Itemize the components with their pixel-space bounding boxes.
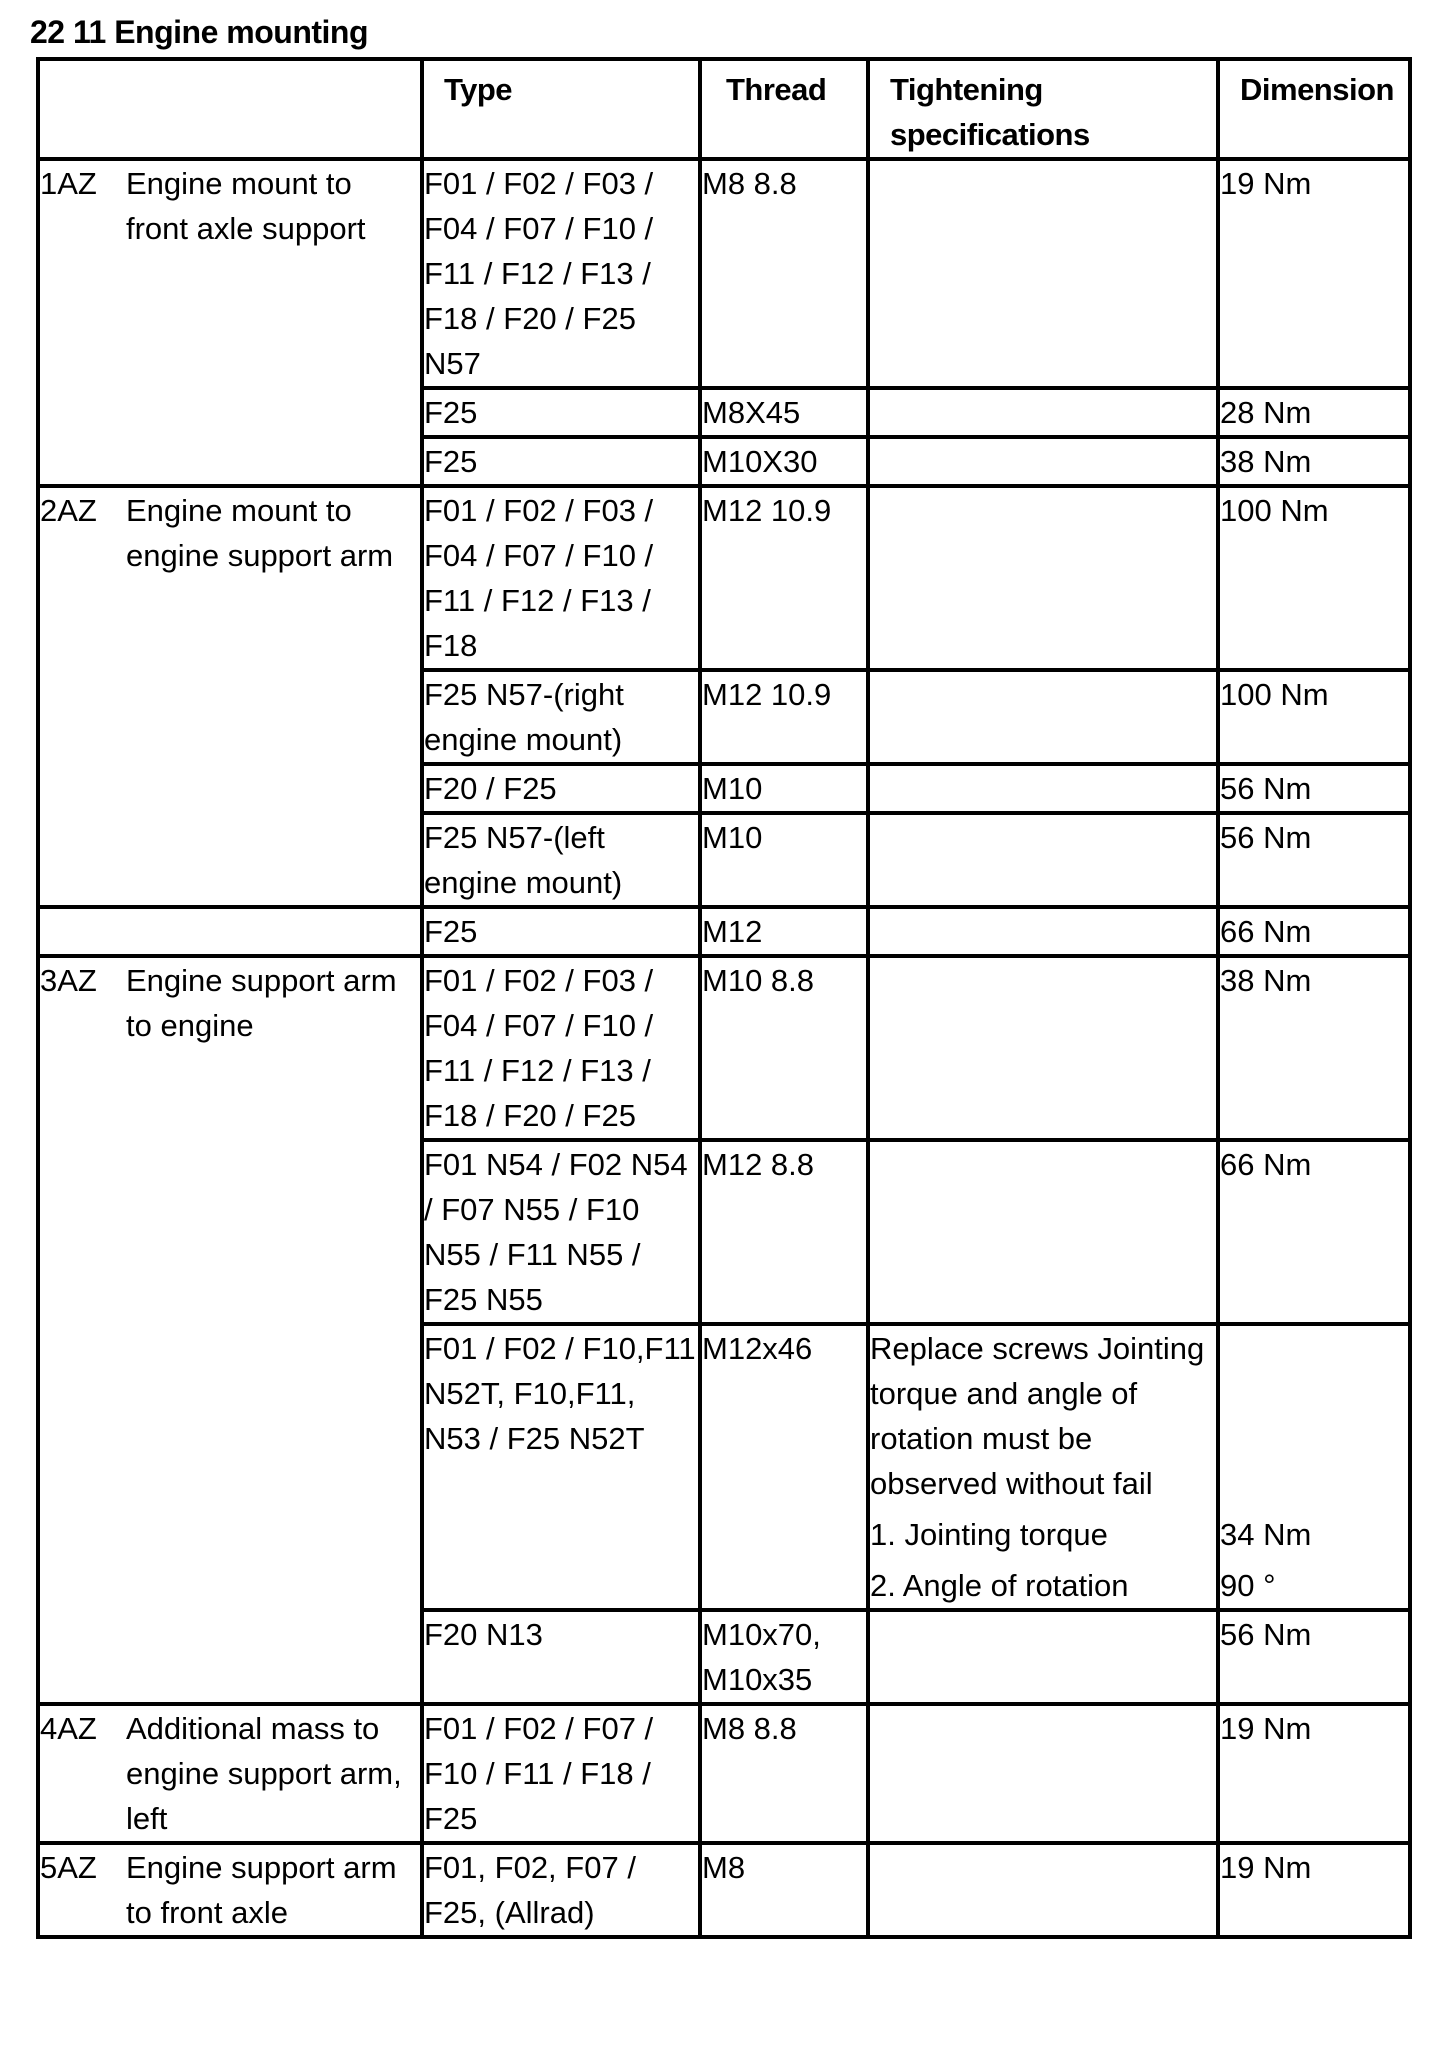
position-cell [38, 159, 422, 486]
spec-cell [868, 764, 1218, 813]
spec-cell [868, 486, 1218, 670]
torque-spec-table [36, 57, 1412, 1939]
position-cell [38, 1704, 422, 1843]
thread-cell: M12 [700, 907, 868, 956]
table-row [38, 159, 1410, 388]
type-cell: F25 [422, 388, 700, 437]
type-cell: F25 [422, 907, 700, 956]
dimension-cell: 38 Nm [1218, 437, 1410, 486]
dimension-angle-of-rotation: 90 ° [1220, 1568, 1276, 1603]
position-description: Additional mass to engine support arm, left [126, 1711, 402, 1836]
thread-cell: M8 [700, 1843, 868, 1937]
header-thread: Thread [700, 59, 868, 159]
spec-cell [868, 1324, 1218, 1610]
type-cell: F01 / F02 / F10,F11 N52T, F10,F11, N53 / F25 N52T [422, 1324, 700, 1610]
table-row [38, 907, 1410, 956]
thread-cell: M10 8.8 [700, 956, 868, 1140]
type-cell: F01 / F02 / F03 / F04 / F07 / F10 / F11 / F12 / F13 / F18 / F20 / F25 [422, 956, 700, 1140]
type-cell: F01, F02, F07 / F25, (Allrad) [422, 1843, 700, 1937]
header-dimension: Dimension [1218, 59, 1410, 159]
thread-cell: M10 [700, 764, 868, 813]
thread-cell: M10 [700, 813, 868, 907]
thread-cell: M8 8.8 [700, 159, 868, 388]
dimension-cell: 19 Nm [1218, 1704, 1410, 1843]
spec-cell [868, 388, 1218, 437]
spec-cell [868, 956, 1218, 1140]
thread-cell: M10X30 [700, 437, 868, 486]
dimension-cell: 100 Nm [1218, 670, 1410, 764]
type-cell: F01 / F02 / F07 / F10 / F11 / F18 / F25 [422, 1704, 700, 1843]
dimension-cell [1218, 1324, 1410, 1610]
thread-cell: M12 8.8 [700, 1140, 868, 1324]
type-cell: F01 N54 / F02 N54 / F07 N55 / F10 N55 / F11 N55 / F25 N55 [422, 1140, 700, 1324]
spec-cell [868, 1704, 1218, 1843]
table-row [38, 486, 1410, 670]
type-cell: F20 N13 [422, 1610, 700, 1704]
table-row [38, 1843, 1410, 1937]
position-description [126, 909, 420, 954]
position-code [40, 909, 126, 954]
dimension-cell: 66 Nm [1218, 1140, 1410, 1324]
position-description: Engine support arm to front axle [126, 1850, 397, 1930]
spec-step-angle-of-rotation: 2. Angle of rotation [870, 1568, 1129, 1603]
position-code: 3AZ [40, 963, 97, 998]
type-cell: F25 N57-(right engine mount) [422, 670, 700, 764]
position-description: Engine mount to engine support arm [126, 493, 394, 573]
dimension-jointing-torque: 34 Nm [1220, 1517, 1312, 1552]
position-cell [38, 907, 422, 956]
spec-cell [868, 907, 1218, 956]
thread-cell: M8X45 [700, 388, 868, 437]
spec-cell [868, 1843, 1218, 1937]
type-cell: F01 / F02 / F03 / F04 / F07 / F10 / F11 / F12 / F13 / F18 / F20 / F25 N57 [422, 159, 700, 388]
spec-cell [868, 1610, 1218, 1704]
position-description: Engine mount to front axle support [126, 166, 366, 246]
dimension-cell: 38 Nm [1218, 956, 1410, 1140]
dimension-cell: 56 Nm [1218, 764, 1410, 813]
dimension-cell: 28 Nm [1218, 388, 1410, 437]
spec-note: Replace screws Jointing torque and angle of rotation must be observed without fail [870, 1331, 1205, 1501]
table-row [38, 956, 1410, 1140]
position-code: 5AZ [40, 1850, 97, 1885]
thread-cell: M12x46 [700, 1324, 868, 1610]
type-cell: F25 N57-(left engine mount) [422, 813, 700, 907]
dimension-cell: 19 Nm [1218, 1843, 1410, 1937]
thread-cell: M10x70, M10x35 [700, 1610, 868, 1704]
dimension-cell: 100 Nm [1218, 486, 1410, 670]
type-cell: F20 / F25 [422, 764, 700, 813]
spec-cell [868, 813, 1218, 907]
spec-step-jointing-torque: 1. Jointing torque [870, 1517, 1108, 1552]
position-cell [38, 956, 422, 1704]
header-tightening-specifications: Tightening specifications [868, 59, 1218, 159]
spec-cell [868, 159, 1218, 388]
position-code: 4AZ [40, 1711, 97, 1746]
header-row [38, 59, 1410, 159]
header-type: Type [422, 59, 700, 159]
spec-cell [868, 670, 1218, 764]
dimension-cell: 66 Nm [1218, 907, 1410, 956]
dimension-cell: 56 Nm [1218, 1610, 1410, 1704]
spec-cell [868, 437, 1218, 486]
position-code: 1AZ [40, 166, 97, 201]
dimension-cell: 19 Nm [1218, 159, 1410, 388]
spec-cell [868, 1140, 1218, 1324]
position-description: Engine support arm to engine [126, 963, 397, 1043]
type-cell: F25 [422, 437, 700, 486]
table-row [38, 1704, 1410, 1843]
dimension-cell: 56 Nm [1218, 813, 1410, 907]
thread-cell: M12 10.9 [700, 486, 868, 670]
thread-cell: M12 10.9 [700, 670, 868, 764]
position-code: 2AZ [40, 493, 97, 528]
document-title: 22 11 Engine mounting [30, 14, 368, 50]
header-position [38, 59, 422, 159]
position-cell [38, 1843, 422, 1937]
thread-cell: M8 8.8 [700, 1704, 868, 1843]
type-cell: F01 / F02 / F03 / F04 / F07 / F10 / F11 / F12 / F13 / F18 [422, 486, 700, 670]
position-cell [38, 486, 422, 907]
